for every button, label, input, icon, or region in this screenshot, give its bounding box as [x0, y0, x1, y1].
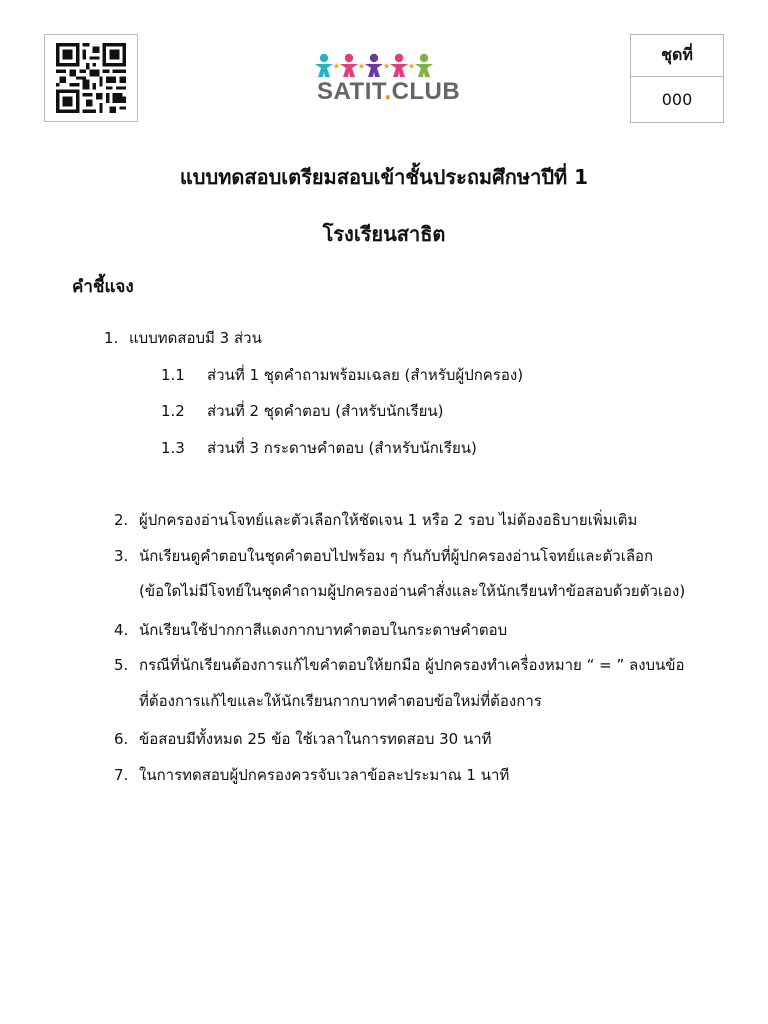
item-number: 7. — [114, 766, 129, 784]
item-number: 1. — [104, 329, 119, 347]
item-text: ที่ต้องการแก้ไขและให้นักเรียนกากบาทคำตอบข้อใหม่ที่ต้องการ — [139, 692, 542, 710]
logo-figure-icon — [365, 54, 383, 77]
logo-star-icon — [333, 63, 339, 69]
list-item — [114, 763, 509, 787]
page-title: แบบทดสอบเตรียมสอบเข้าชั้นประถมศึกษาปีที่ 1 — [179, 165, 589, 189]
logo-figures — [314, 52, 454, 80]
logo-star-icon — [383, 63, 389, 69]
subitem-text: ส่วนที่ 2 ชุดคำตอบ (สำหรับนักเรียน) — [207, 402, 444, 420]
list-item — [114, 508, 637, 532]
satit-club-logo — [314, 52, 461, 108]
subitem-text: ส่วนที่ 3 กระดาษคำตอบ (สำหรับนักเรียน) — [207, 439, 477, 457]
list-item — [104, 326, 262, 350]
logo-star-icon — [358, 63, 364, 69]
set-number: 000 — [661, 90, 693, 109]
item-text: ข้อสอบมีทั้งหมด 25 ข้อ ใช้เวลาในการทดสอบ 30 นาที — [139, 730, 492, 748]
item-number: 3. — [114, 547, 129, 565]
logo-star-icon — [408, 63, 414, 69]
item-text: (ข้อใดไม่มีโจทย์ในชุดคำถามผู้ปกครองอ่านคำสั่งและให้นักเรียนทำข้อสอบด้วยตัวเอง) — [139, 582, 686, 600]
subitem-text: ส่วนที่ 1 ชุดคำถามพร้อมเฉลย (สำหรับผู้ปกครอง) — [207, 366, 524, 384]
qr-code-icon — [56, 43, 126, 113]
list-item — [114, 544, 653, 568]
instructions-heading: คำชี้แจง — [72, 277, 134, 297]
list-item-continued — [139, 579, 685, 603]
item-text: นักเรียนดูคำตอบในชุดคำตอบไปพร้อม ๆ กันกับที่ผู้ปกครองอ่านโจทย์และตัวเลือก — [139, 547, 654, 565]
sub-list-item — [161, 399, 444, 423]
item-text: กรณีที่นักเรียนต้องการแก้ไขคำตอบให้ยกมือ ผู้ปกครองทำเครื่องหมาย “ = ” ลงบนข้อ — [139, 656, 685, 674]
subitem-number: 1.3 — [161, 439, 185, 457]
item-number: 5. — [114, 656, 129, 674]
sub-list-item — [161, 363, 523, 387]
item-text: ในการทดสอบผู้ปกครองควรจับเวลาข้อละประมาณ 1 นาที — [139, 766, 510, 784]
list-item — [114, 653, 685, 677]
logo-text: SATIT.CLUB — [317, 78, 461, 105]
item-number: 4. — [114, 621, 129, 639]
logo-figure-icon — [340, 54, 358, 77]
school-name: โรงเรียนสาธิต — [322, 222, 446, 246]
item-number: 6. — [114, 730, 129, 748]
sub-list-item — [161, 436, 477, 460]
set-number-box — [630, 34, 724, 123]
item-number: 2. — [114, 511, 129, 529]
logo-figure-icon — [390, 54, 408, 77]
item-text: ผู้ปกครองอ่านโจทย์และตัวเลือกให้ชัดเจน 1 หรือ 2 รอบ ไม่ต้องอธิบายเพิ่มเติม — [139, 511, 638, 529]
list-item — [114, 618, 507, 642]
item-text: แบบทดสอบมี 3 ส่วน — [129, 329, 262, 347]
list-item — [114, 727, 492, 751]
subitem-number: 1.1 — [161, 366, 185, 384]
list-item-continued — [139, 689, 542, 713]
logo-figure-icon — [415, 54, 433, 77]
item-text: นักเรียนใช้ปากกาสีแดงกากบาทคำตอบในกระดาษคำตอบ — [139, 621, 508, 639]
subitem-number: 1.2 — [161, 402, 185, 420]
set-label: ชุดที่ — [631, 35, 723, 77]
logo-figure-icon — [315, 54, 333, 77]
qr-code — [44, 34, 138, 122]
